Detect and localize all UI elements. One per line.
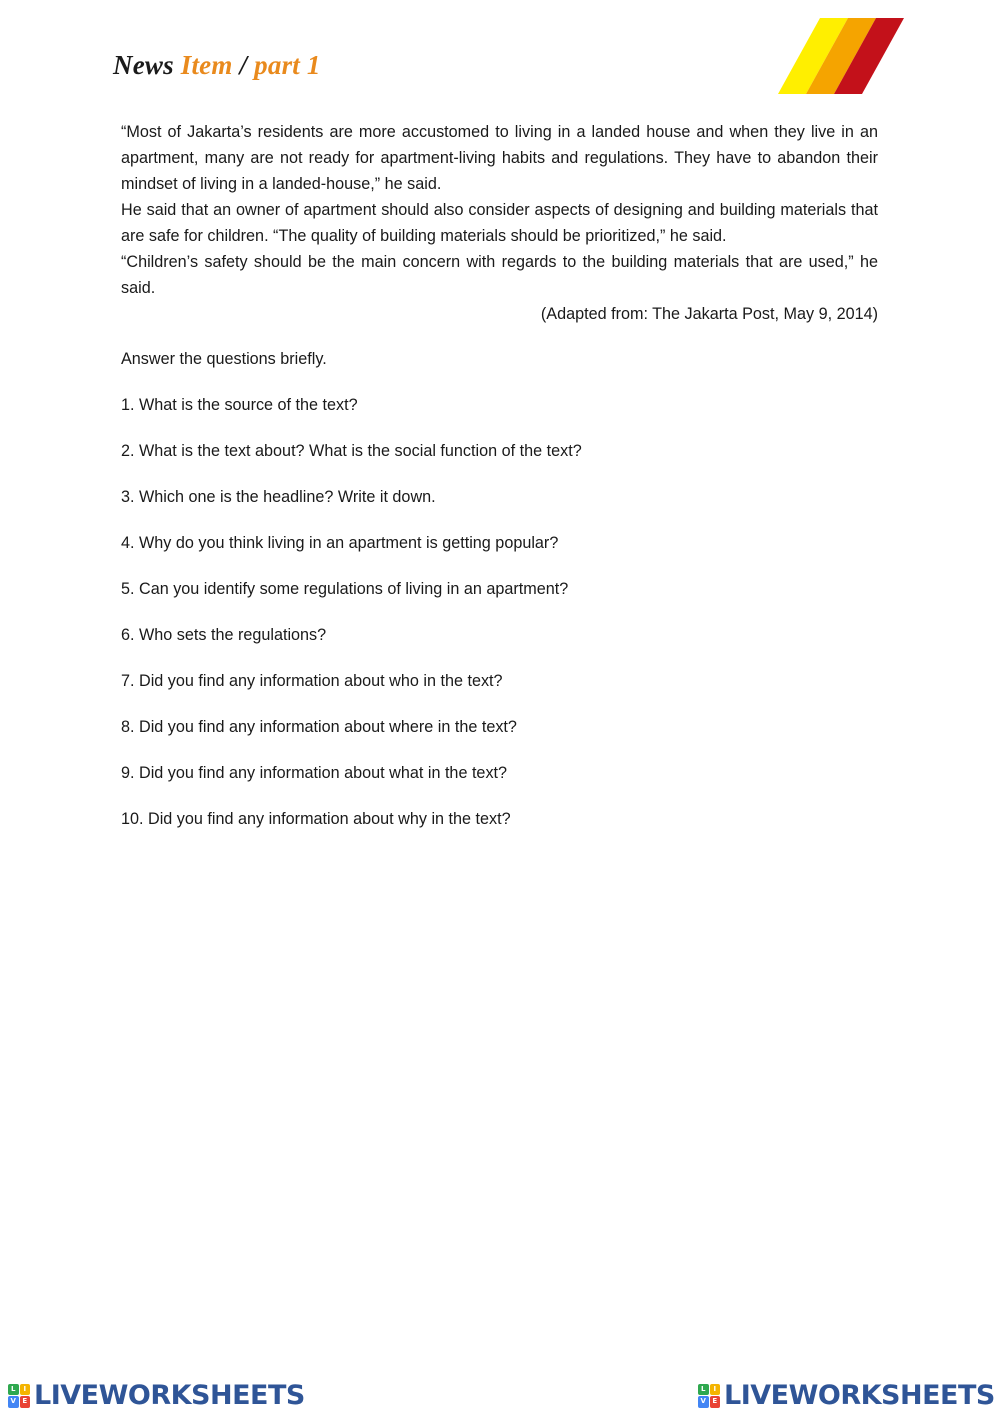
article-source: (Adapted from: The Jakarta Post, May 9, 2014) — [540, 305, 878, 323]
question-item: 10. Did you find any information about why in the text? — [121, 810, 511, 828]
question-item: 5. Can you identify some regulations of living in an apartment? — [121, 580, 569, 598]
liveworksheets-logo-left — [8, 1380, 305, 1411]
liveworksheets-badge-icon: L I V E — [8, 1384, 30, 1408]
liveworksheets-brand: LIVEWORKSHEETS — [34, 1380, 305, 1411]
question-item: 3. Which one is the headline? Write it down. — [121, 488, 436, 506]
question-item: 4. Why do you think living in an apartment is getting popular? — [121, 534, 559, 552]
question-item: 8. Did you find any information about where in the text? — [121, 718, 517, 736]
article-paragraph-3: “Children’s safety should be the main concern with regards to the building materials that are used,” he said. — [121, 253, 878, 297]
question-item: 9. Did you find any information about what in the text? — [121, 764, 508, 782]
title-item: Item — [180, 50, 233, 80]
article-text — [121, 119, 878, 327]
liveworksheets-badge-icon: L I V E — [698, 1384, 720, 1408]
title-part: part 1 — [254, 50, 321, 80]
title-news: News — [113, 50, 174, 80]
question-item: 7. Did you find any information about who in the text? — [121, 672, 503, 690]
decorative-stripes-icon — [770, 14, 910, 98]
question-list — [121, 392, 582, 852]
question-item: 2. What is the text about? What is the social function of the text? — [121, 442, 582, 460]
title-separator: / — [239, 50, 248, 80]
article-paragraph-2: He said that an owner of apartment should also consider aspects of designing and building materials that are safe for children. “The quality of building materials should be prioritized,” he said. — [121, 201, 878, 245]
liveworksheets-brand: LIVEWORKSHEETS — [724, 1380, 995, 1411]
worksheet-title — [113, 50, 321, 81]
article-paragraph-1: “Most of Jakarta’s residents are more accustomed to living in a landed house and when they live in an apartment, many are not ready for apartment-living habits and regulations. They have to abandon their mindset of living in a landed-house,” he said. — [121, 123, 878, 193]
instruction: Answer the questions briefly. — [121, 350, 327, 368]
liveworksheets-logo-right — [698, 1380, 995, 1411]
question-item: 6. Who sets the regulations? — [121, 626, 327, 644]
question-item: 1. What is the source of the text? — [121, 396, 358, 414]
